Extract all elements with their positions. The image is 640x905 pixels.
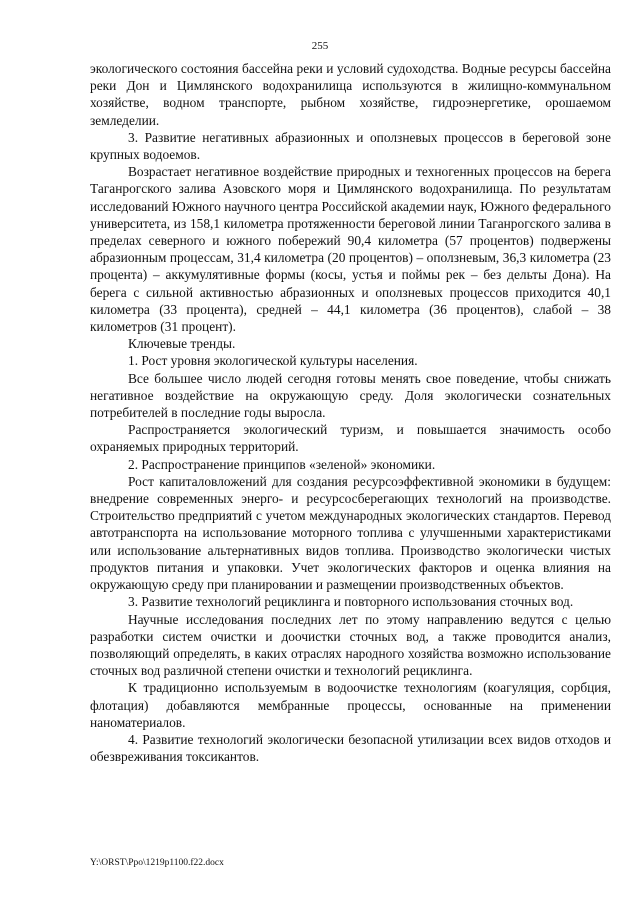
- paragraph: Научные исследования последних лет по этому направлению ведутся с целью разработки систем очистки и доочистки сточных вод, а также проводится анализ, позволяющий определять, в каких отраслях народного хозяйства возможно использование сточных вод различной степени очистки и технологий рециклинга.: [90, 611, 611, 679]
- paragraph: Рост капиталовложений для создания ресурсоэффективной экономики в будущем: внедрение современных энерго- и ресурсосберегающих технологий на производстве. Строительство предприятий с учетом международных экологических стандартов. Перевод автотранспорта на использование моторного топлива с улучшенными характеристиками или использование альтернативных видов топлива. Производство экологически чистых продуктов питания и упаковки. Учет экологических факторов и оценка влияния на окружающую среду при планировании и размещении производственных объектов.: [90, 473, 611, 593]
- page-number: 255: [311, 40, 329, 52]
- paragraph: 1. Рост уровня экологической культуры населения.: [128, 353, 418, 369]
- document-body: [90, 60, 611, 765]
- paragraph: 3. Развитие негативных абразионных и оползневых процессов в береговой зоне крупных водоемов.: [90, 129, 611, 163]
- paragraph: Ключевые тренды.: [128, 336, 236, 352]
- paragraph: Возрастает негативное воздействие природных и техногенных процессов на берега Таганрогского залива Азовского моря и Цимлянского водохранилища. По результатам исследований Южного научного центра Российской академии наук, Южного федерального университета, из 158,1 километра протяженности береговой линии Таганрогского залива в пределах северного и южного побережий 90,4 километра (57 процентов) подвержены абразионным процессам, 31,4 километра (20 процентов) – оползневым, 36,3 километра (23 процента) – аккумулятивные формы (косы, устья и поймы рек – без дельты Дона). На берега с сильной активностью абразионных и оползневых процессов приходится 40,1 километра (33 процента), средней – 44,1 километра (36 процентов), слабой – 38 километров (31 процент).: [90, 164, 611, 335]
- paragraph: Распространяется экологический туризм, и повышается значимость особо охраняемых природных территорий.: [90, 422, 611, 455]
- paragraph: 2. Распространение принципов «зеленой» экономики.: [128, 456, 436, 472]
- footer-file-path: Y:\ORST\Ppo\1219p1100.f22.docx: [90, 858, 224, 868]
- paragraph: экологического состояния бассейна реки и условий судоходства. Водные ресурсы бассейна реки Дон и Цимлянского водохранилища используются в жилищно-коммунальном хозяйстве, водном транспорте, рыбном хозяйстве, гидроэнергетике, орошаемом земледелии.: [90, 61, 611, 128]
- paragraph: К традиционно используемым в водоочистке технологиям (коагуляция, сорбция, флотация) добавляются мембранные процессы, основанные на применении наноматериалов.: [90, 680, 611, 730]
- paragraph: 3. Развитие технологий рециклинга и повторного использования сточных вод.: [128, 594, 574, 610]
- paragraph: 4. Развитие технологий экологически безопасной утилизации всех видов отходов и обезвреживания токсикантов.: [90, 731, 611, 765]
- paragraph: Все большее число людей сегодня готовы менять свое поведение, чтобы снижать негативное воздействие на окружающую среду. Доля экологически сознательных потребителей в последние годы выросла.: [90, 370, 611, 421]
